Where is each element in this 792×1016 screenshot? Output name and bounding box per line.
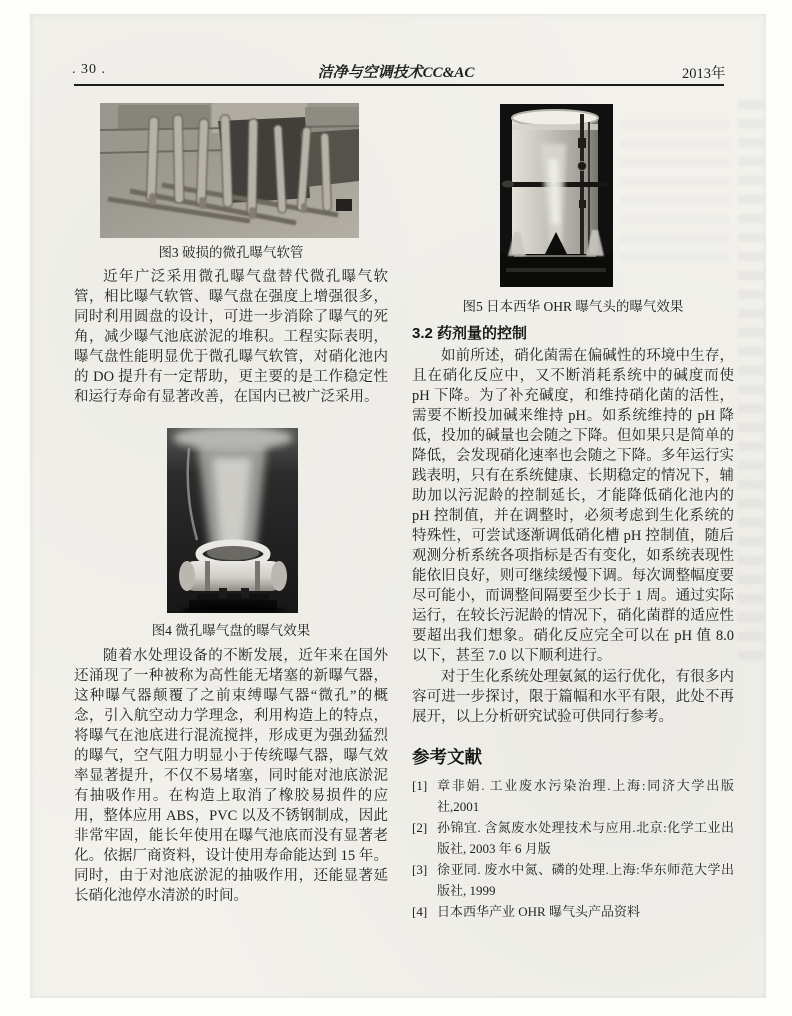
left-paragraph-2: 随着水处理设备的不断发展，近年来在国外还涌现了一种被称为高性能无堵塞的新曝气器，这种曝气器颠覆了之前束缚曝气器“微孔”的概念，引入航空动力学理念，利用构造上的特点，将曝气在池底进行混流搅拌，形成更为强劲猛烈的曝气，空气阻力明显小于传统曝气器，曝气效率显著提升，不仅不易堵塞，同时能对池底淤泥有抽吸作用。在构造上取消了橡胶易损件的应用，整体应用 ABS，PVC 以及不锈钢制成，因此非常牢固，能长年使用在曝气池底而没有显著老化。依据厂商资料，设计使用寿命能达到 15 年。同时，由于对池底淤泥的抽吸作用，还能显著延长硝化池停水清淤的时间。 (74, 648, 388, 904)
figure5-caption: 图5 日本西华 OHR 曝气头的曝气效果 (462, 299, 684, 314)
figure3-caption: 图3 破损的微孔曝气软管 (158, 245, 304, 260)
journal-title: 洁净与空调技术CC&AC (317, 65, 475, 81)
reference-2-marker: [2] (412, 820, 428, 835)
left-paragraph-1: 近年广泛采用微孔曝气盘替代微孔曝气软管，相比曝气软管、曝气盘在强度上增强很多，同时利用圆盘的设计，可进一步消除了曝气的死角，减少曝气池底淤泥的堆积。工程实际表明，曝气盘性能明显优于微孔曝气软管，对硝化池内的 DO 提升有一定帮助，更主要的是工作稳定性和运行寿命有显著改善，在国内已被广泛采用。 (74, 269, 388, 405)
reference-1 (412, 775, 734, 817)
figure4-caption: 图4 微孔曝气盘的曝气效果 (151, 623, 311, 638)
reference-3-marker: [3] (412, 862, 428, 877)
bleedthrough-topright (620, 120, 730, 270)
section-3-2-heading: 3.2 药剂量的控制 (412, 325, 528, 342)
header-rule (74, 84, 724, 86)
figure5-photo (500, 104, 613, 287)
issue-year: 2013年 (682, 66, 726, 82)
reference-3 (412, 859, 734, 901)
figure4-photo (167, 428, 298, 613)
reference-2-text: 孙锦宜. 含氮废水处理技术与应用.北京:化学工业出版社, 2003 年 6 月版 (437, 820, 734, 856)
right-paragraph-1: 如前所述，硝化菌需在偏碱性的环境中生存，且在硝化反应中，又不断消耗系统中的碱度而使 pH 下降。为了补充碱度，和维持硝化菌的活性，需要不断投加碱来维持 pH。如系统维持的 pH 降低，投加的碱量也会随之下降。但如果只是简单的降低，会发现硝化速率也会随之下降。多年运行实践表明，只有在系统健康、长期稳定的情况下，辅助加以污泥龄的控制延长，才能降低硝化池内的 pH 控制值，并在调整时，必须考虑到生化系统的特殊性，可尝试逐渐调低硝化槽 pH 控制值，随后观测分析系统各项指标是否有变化，如系统表现性能依旧良好，则可继续缓慢下调。每次调整幅度要尽可能小，而调整间隔要至少长于 1 周。通过实际运行，在较长污泥龄的情况下，硝化菌群的适应性要超出我们想象。硝化反应完全可以在 pH 值 8.0 以下，甚至 7.0 以下顺利进行。 (412, 348, 734, 664)
reference-2 (412, 817, 734, 859)
reference-4-marker: [4] (412, 904, 428, 919)
right-paragraph-2: 对于生化系统处理氨氮的运行优化，有很多内容可进一步探讨，限于篇幅和水平有限，此处不再展开，以上分析研究试验可供同行参考。 (412, 669, 734, 725)
reference-1-marker: [1] (412, 778, 428, 793)
references-list (412, 775, 734, 922)
page-number: . 30 . (72, 62, 106, 77)
reference-3-text: 徐亚同. 废水中氮、磷的处理.上海:华东师范大学出版社, 1999 (437, 862, 734, 898)
bleedthrough-right-margin (738, 100, 764, 660)
reference-1-text: 章非娟. 工业废水污染治理.上海:同济大学出版社,2001 (437, 778, 734, 814)
figure3-photo (100, 103, 359, 238)
reference-4-text: 日本西华产业 OHR 曝气头产品资料 (437, 904, 640, 919)
references-heading: 参考文献 (412, 747, 482, 767)
reference-4 (412, 901, 734, 922)
